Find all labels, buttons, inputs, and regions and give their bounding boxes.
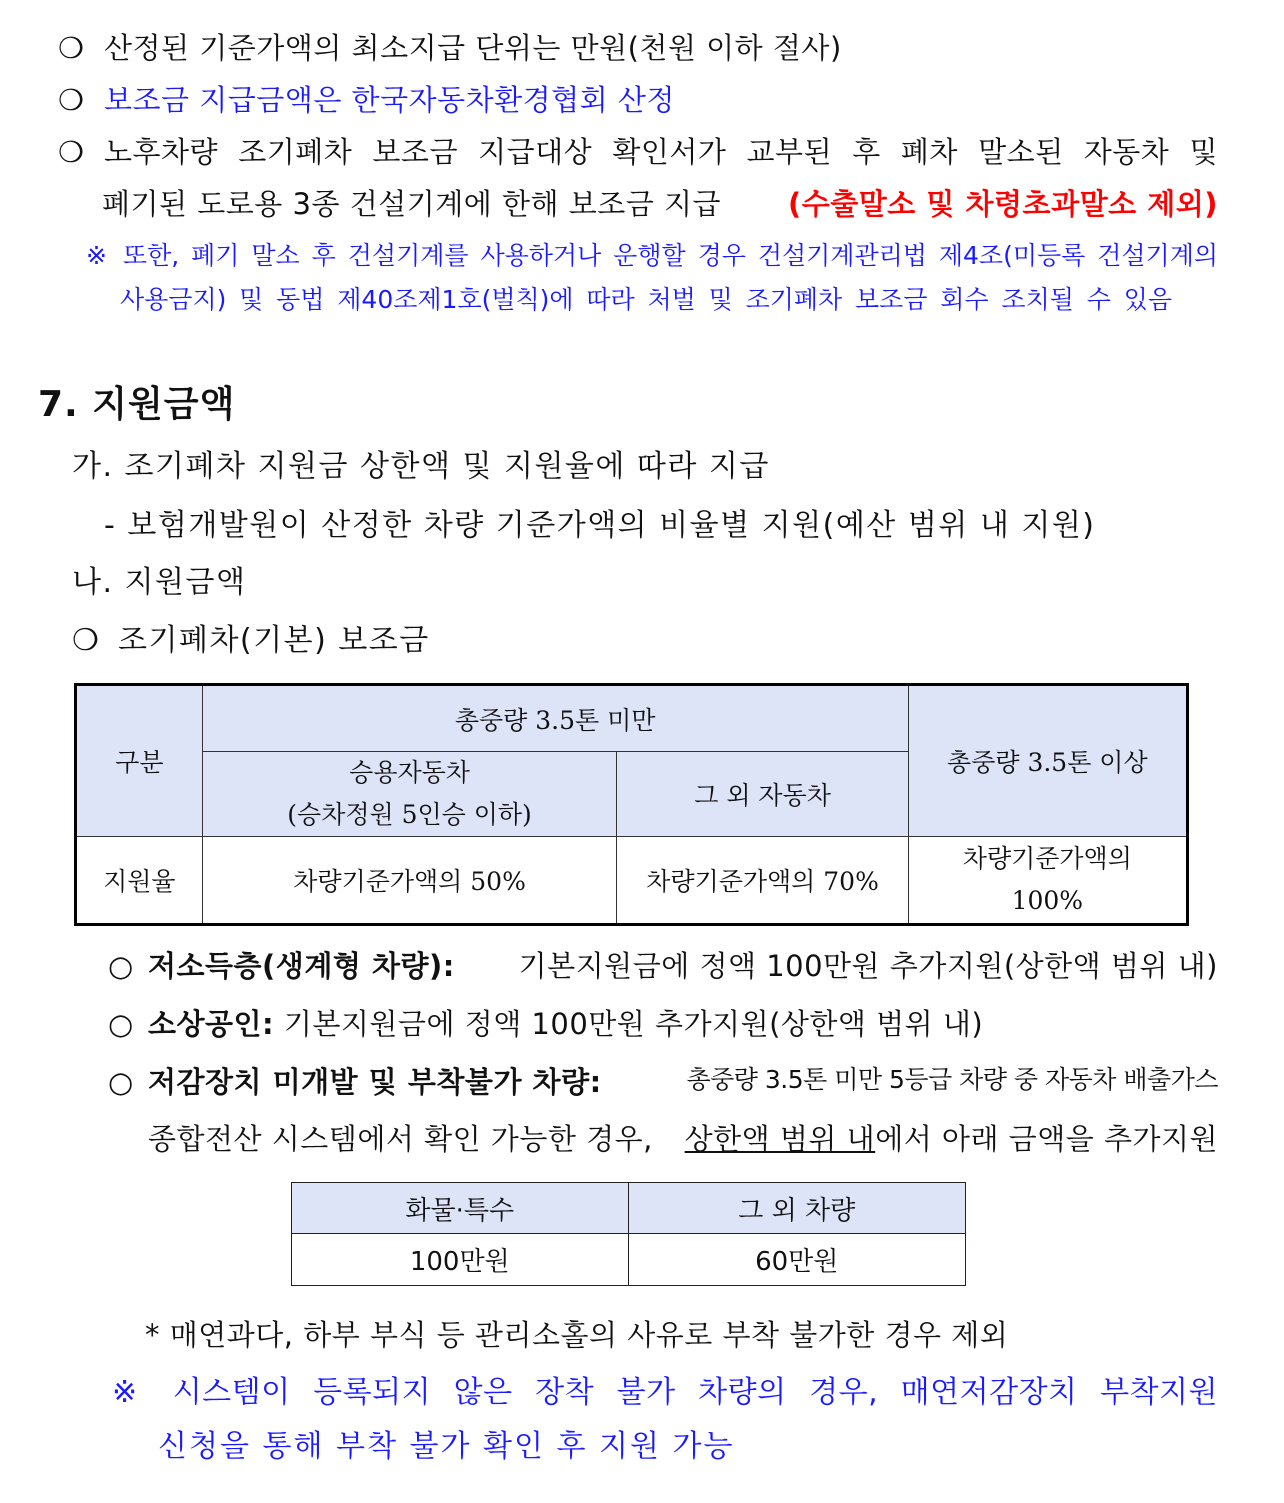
header-under-3-5t: 총중량 3.5톤 미만 bbox=[202, 685, 908, 752]
header-category: 구분 bbox=[76, 685, 203, 837]
section-heading: 7. 지원금액 bbox=[38, 384, 236, 425]
cell-cargo-amount: 100만원 bbox=[292, 1234, 629, 1286]
small-circle-bullet-icon: ○ bbox=[108, 1007, 134, 1041]
exclusion-text: (수출말소 및 차령초과말소 제외) bbox=[788, 187, 1218, 221]
small-circle-bullet-icon: ○ bbox=[108, 949, 134, 983]
bullet-line-eligibility-cont: 폐기된 도로용 3종 건설기계에 한해 보조금 지급 (수출말소 및 차령초과말소 제외) bbox=[102, 182, 1218, 223]
small-circle-bullet-icon: ○ bbox=[108, 1065, 134, 1099]
circle-bullet-icon: ❍ bbox=[72, 623, 101, 658]
penalty-note-line1: ※ 또한, 폐기 말소 후 건설기계를 사용하거나 운행할 경우 건설기계관리법 제4조(미등록 건설기계의 bbox=[86, 241, 1218, 270]
header-other-vehicles: 그 외 차량 bbox=[628, 1183, 966, 1234]
extra-dpf-cont: 종합전산 시스템에서 확인 가능한 경우, 상한액 범위 내에서 아래 금액을 추가지원 bbox=[148, 1122, 1218, 1156]
header-passenger-car: 승용자동차 (승차정원 5인승 이하) bbox=[202, 752, 617, 837]
cell-other-amount: 60만원 bbox=[628, 1234, 966, 1286]
extra-small-business: ○ 소상공인: 기본지원금에 정액 100만원 추가지원(상한액 범위 내) bbox=[108, 1007, 984, 1041]
header-over-3-5t: 총중량 3.5톤 이상 bbox=[908, 685, 1187, 837]
extra-dpf: ○ 저감장치 미개발 및 부착불가 차량: 총중량 3.5톤 미만 5등급 차량 중 자동차 배출가스 bbox=[108, 1065, 1218, 1099]
exclusion-footnote: * 매연과다, 하부 부식 등 관리소홀의 사유로 부착 불가한 경우 제외 bbox=[145, 1318, 1009, 1352]
header-cargo-special: 화물·특수 bbox=[292, 1183, 629, 1234]
subsection-ga-detail: - 보험개발원이 산정한 차량 기준가액의 비율별 지원(예산 범위 내 지원) bbox=[104, 508, 1096, 543]
penalty-note-line2: 사용금지) 및 동법 제40조제1호(벌칙)에 따라 처벌 및 조기폐차 보조금 회수 조치될 수 있음 bbox=[120, 285, 1172, 314]
bullet-line-eligibility: ❍ 노후차량 조기폐차 보조금 지급대상 확인서가 교부된 후 폐차 말소된 자동차 및 bbox=[58, 135, 1218, 169]
subsection-na: 나. 지원금액 bbox=[72, 565, 247, 600]
cell-over-rate: 차량기준가액의 100% bbox=[908, 837, 1187, 925]
bullet-line-min-unit: ❍ 산정된 기준가액의 최소지급 단위는 만원(천원 이하 절사) bbox=[58, 31, 842, 65]
system-note-line2: 신청을 통해 부착 불가 확인 후 지원 가능 bbox=[158, 1429, 735, 1464]
bullet-line-calculation: ❍ 보조금 지급금액은 한국자동차환경협회 산정 bbox=[58, 83, 675, 117]
header-other-vehicle: 그 외 자동차 bbox=[617, 752, 908, 837]
system-note-line1: ※ 시스템이 등록되지 않은 장착 불가 차량의 경우, 매연저감장치 부착지원 bbox=[112, 1375, 1218, 1410]
basic-subsidy-title: ❍ 조기폐차(기본) 보조금 bbox=[72, 623, 430, 658]
cell-passenger-rate: 차량기준가액의 50% bbox=[202, 837, 617, 925]
circle-bullet-icon: ❍ bbox=[58, 83, 85, 117]
extra-low-income: ○ 저소득층(생계형 차량): 기본지원금에 정액 100만원 추가지원(상한액 범위 내) bbox=[108, 949, 1218, 983]
subsection-ga: 가. 조기폐차 지원금 상한액 및 지원율에 따라 지급 bbox=[72, 449, 770, 484]
row-label-support-rate: 지원율 bbox=[76, 837, 203, 925]
support-rate-table bbox=[74, 683, 1189, 926]
underlined-limit: 상한액 범위 내 bbox=[684, 1122, 876, 1156]
circle-bullet-icon: ❍ bbox=[58, 31, 85, 65]
additional-amount-table bbox=[291, 1182, 966, 1286]
circle-bullet-icon: ❍ bbox=[58, 135, 85, 169]
cell-other-rate: 차량기준가액의 70% bbox=[617, 837, 908, 925]
